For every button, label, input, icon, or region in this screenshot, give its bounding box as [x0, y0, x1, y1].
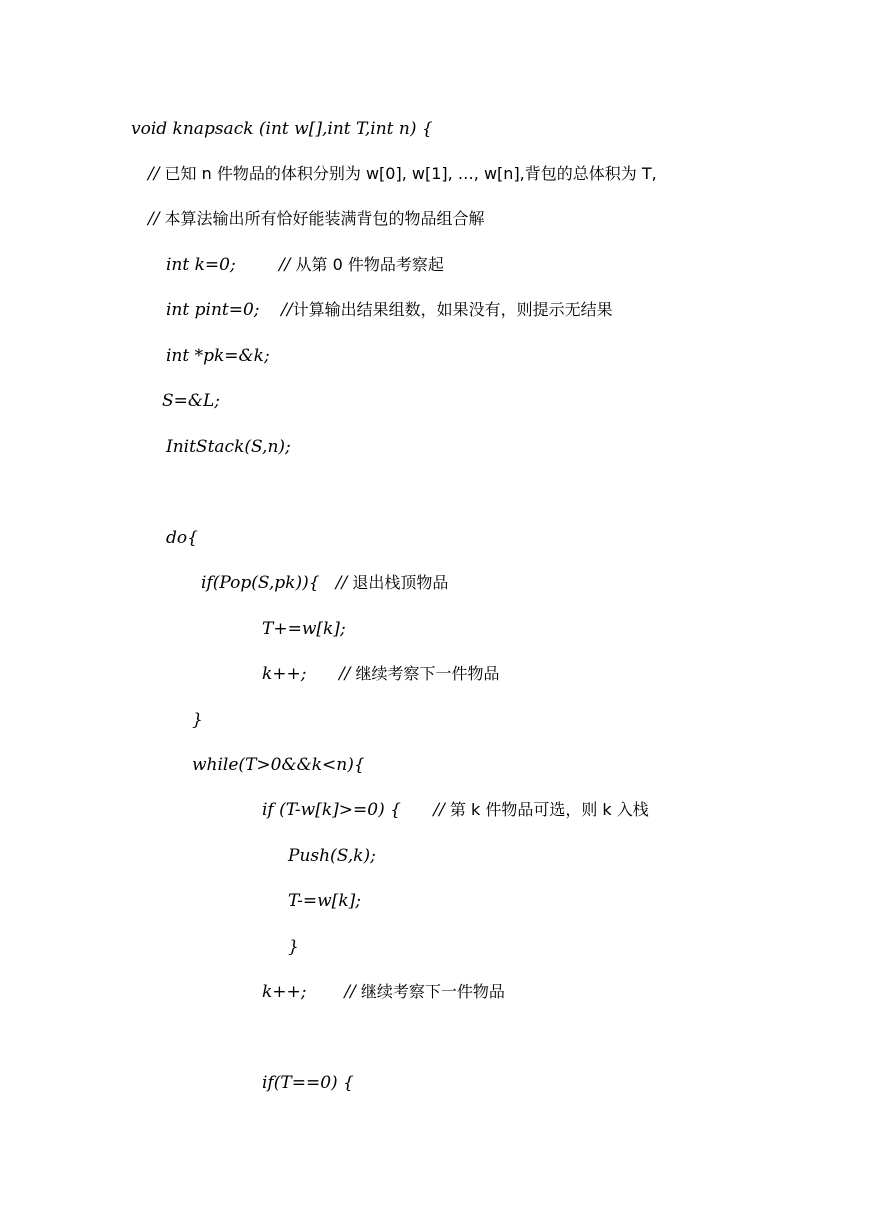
code-text: InitStack(S,n);: [166, 437, 291, 457]
code-line-if-pop: [201, 572, 448, 594]
code-text: int k=0; //: [166, 255, 291, 275]
code-line-comment-1: [148, 163, 657, 185]
code-text: T-=w[k];: [288, 891, 361, 911]
code-text: }: [288, 937, 299, 957]
code-line-close-brace-1: [192, 709, 203, 731]
comment-text: 计算输出结果组数，如果没有，则提示无结果: [292, 300, 613, 319]
code-text: if(T==0) {: [262, 1073, 354, 1093]
comment-text: 继续考察下一件物品: [355, 982, 505, 1001]
code-text: k++; //: [262, 664, 351, 684]
code-line-if-t-minus: [262, 799, 649, 821]
code-text: Push(S,k);: [288, 846, 376, 866]
code-line-function-signature: [131, 118, 433, 140]
code-text: //: [148, 209, 160, 229]
comment-text: 已知 n 件物品的体积分别为 w[0], w[1], …, w[n],背包的总体积为 T,: [159, 164, 657, 183]
code-text: T+=w[k];: [262, 619, 346, 639]
code-line-do: [166, 527, 198, 549]
code-line-int-k: [166, 254, 444, 276]
comment-text: 第 k 件物品可选，则 k 入栈: [444, 800, 649, 819]
code-line-s-assign: [162, 390, 220, 412]
code-text: if(Pop(S,pk)){ //: [201, 573, 348, 593]
code-line-push: [288, 845, 376, 867]
code-line-comment-2: [148, 208, 485, 230]
code-text: int pint=0; //: [166, 300, 293, 320]
code-text: void knapsack (int w[],int T,int n) {: [131, 119, 433, 139]
comment-text: 继续考察下一件物品: [350, 664, 500, 683]
code-line-k-increment-2: [262, 981, 505, 1003]
code-line-close-brace-2: [288, 936, 299, 958]
code-line-t-minus: [288, 890, 361, 912]
code-line-int-pk: [166, 345, 270, 367]
code-line-if-t-zero: [262, 1072, 354, 1094]
code-text: S=&L;: [162, 391, 221, 411]
comment-text: 从第 0 件物品考察起: [290, 255, 444, 274]
code-line-k-increment-1: [262, 663, 500, 685]
code-line-while: [192, 754, 365, 776]
code-line-int-pint: [166, 299, 613, 321]
code-text: do{: [166, 528, 198, 548]
code-line-initstack: [166, 436, 291, 458]
code-text: k++; //: [262, 982, 356, 1002]
code-line-t-plus: [262, 618, 346, 640]
code-text: if (T-w[k]>=0) { //: [262, 800, 445, 820]
code-text: while(T>0&&k<n){: [192, 755, 365, 775]
code-text: }: [192, 710, 203, 730]
comment-text: 退出栈顶物品: [347, 573, 449, 592]
comment-text: 本算法输出所有恰好能装满背包的物品组合解: [159, 209, 485, 228]
code-text: int *pk=&k;: [166, 346, 270, 366]
code-text: //: [148, 164, 160, 184]
